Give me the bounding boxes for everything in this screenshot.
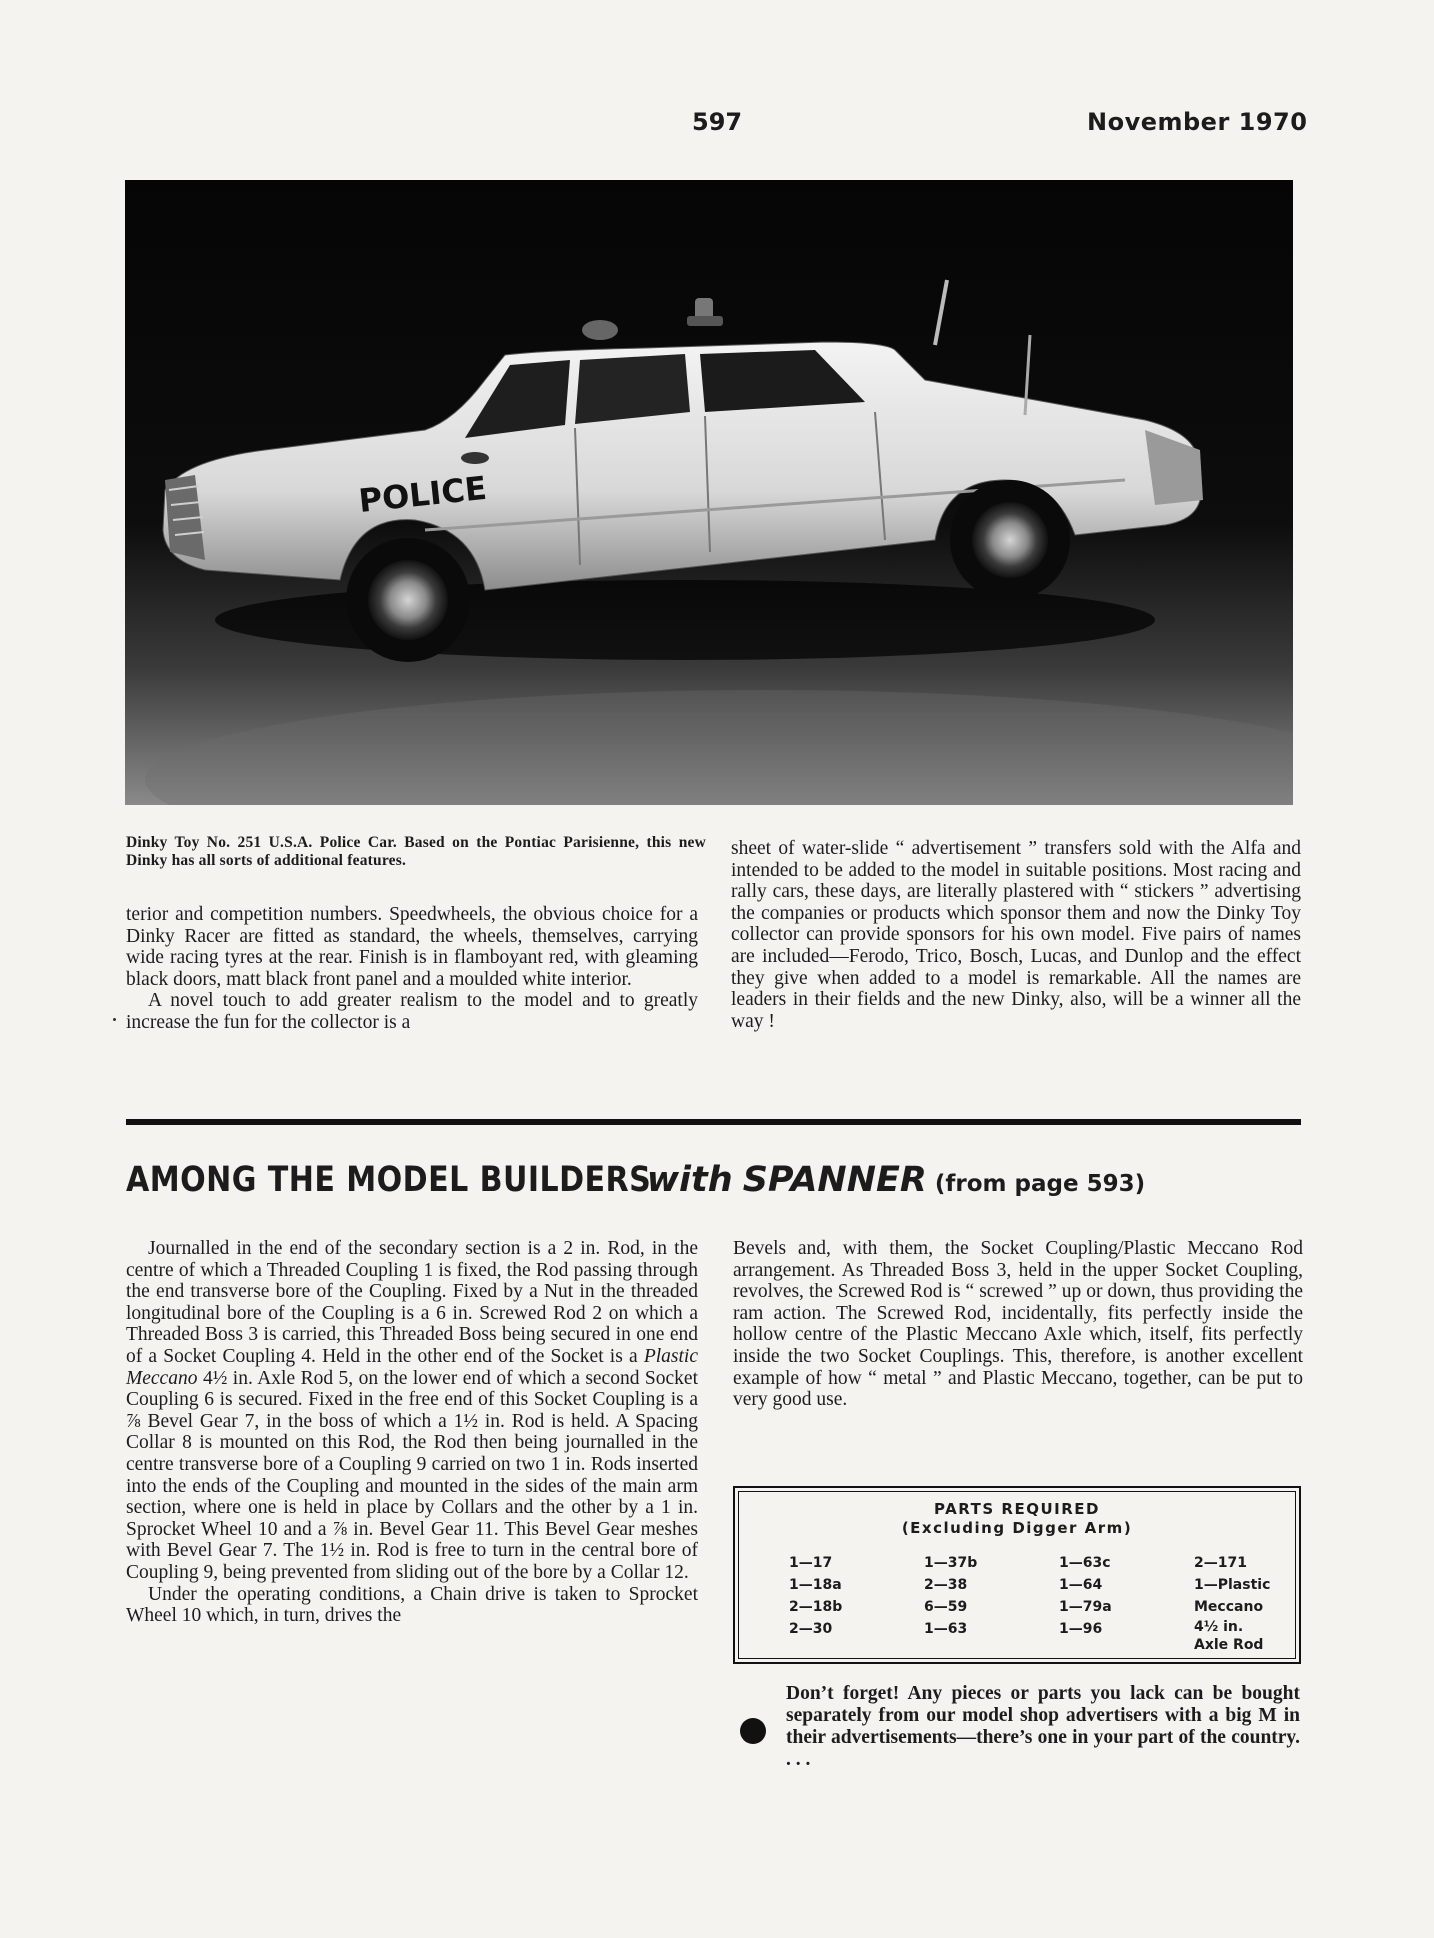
parts-required-box (733, 1486, 1301, 1664)
part-item: 2—30 (789, 1621, 833, 1637)
paragraph: Journalled in the end of the secondary section is a 2 in. Rod, in the centre of which a Threaded Coupling 1 is fixed, the Rod passing through the end transverse bore of the Coupling. Fixed by a Nut in the threaded longitudinal bore of the Coupling is a 6 in. Screwed Rod 2 on which a Threaded Boss 3 is carried, this Threaded Boss being secured in one end of a Socket Coupling 4. Held in the other end of the Socket is a Plastic Meccano 4½ in. Axle Rod 5, on the lower end of which a second Socket Coupling 6 is secured. Fixed in the free end of this Socket Coupling is a ⅞ Bevel Gear 7, in the boss of which a 1½ in. Rod is held. A Spacing Collar 8 is mounted on this Rod, the Rod then being journalled in the centre transverse bore of a Coupling 9 carried on two 1 in. Rods inserted into the ends of the Coupling and mounted in the sides of the main arm section, where one is held in place by Collars and the other by a 1 in. Sprocket Wheel 10 and a ⅞ in. Bevel Gear 11. This Bevel Gear meshes with Bevel Gear 7. The 1½ in. Rod is free to turn in the central bore of Coupling 9, being prevented from sliding out of the bore by a Collar 12. (126, 1238, 699, 1583)
paragraph: Under the operating conditions, a Chain drive is taken to Sprocket Wheel 10 which, in turn, drives the (126, 1583, 698, 1627)
part-item: 6—59 (924, 1599, 968, 1615)
top-article-right-column (731, 838, 1301, 1032)
part-item: 1—64 (1059, 1577, 1103, 1593)
issue-date: November 1970 (1087, 108, 1308, 136)
heading-with: with (646, 1160, 733, 1200)
parts-column (924, 1552, 977, 1640)
paragraph: sheet of water-slide “ advertisement ” transfers sold with the Alfa and intended to be added to the model in suitable positions. Most racing and rally cars, these days, are literally plastered with “ stickers ” advertising the companies or products which sponsor them and now the Dinky Toy collector can provide sponsors for his own model. Five pairs of names are included—Ferodo, Trico, Bosch, Lucas, and Dunlop and the effect they give when added to a model is remarkable. All the names are leaders in their fields and the new Dinky, also, will be a winner all the way ! (731, 838, 1301, 1032)
parts-heading: PARTS REQUIRED (934, 1500, 1100, 1518)
section-heading (126, 1160, 1145, 1200)
part-item: Meccano (1194, 1599, 1264, 1615)
paragraph: A novel touch to add greater realism to the model and to greatly increase the fun for the collector is a (126, 990, 698, 1033)
heading-spanner: SPANNER (742, 1160, 927, 1200)
parts-column (1194, 1552, 1270, 1654)
part-item: 1—96 (1059, 1621, 1103, 1637)
parts-subheading: (Excluding Digger Arm) (901, 1519, 1133, 1537)
part-item: 1—63 (924, 1621, 968, 1637)
bottom-article-left-column (126, 1238, 698, 1627)
police-car-photo (125, 180, 1293, 805)
police-door-text: POLICE (356, 468, 489, 520)
heading-main: AMONG THE MODEL BUILDERS (126, 1160, 652, 1200)
part-item: 1—37b (924, 1555, 978, 1571)
paragraph: terior and competition numbers. Speedwheels, the obvious choice for a Dinky Racer are fitted as standard, the wheels, themselves, carrying wide racing tyres at the rear. Finish is in flamboyant red, with gleaming black doors, matt black front panel and a moulded white interior. (126, 904, 698, 990)
heading-from-page: (from page 593) (934, 1171, 1146, 1197)
bottom-article-right-column (733, 1238, 1303, 1411)
bullet-dot (740, 1718, 766, 1744)
part-item: 1—79a (1059, 1599, 1112, 1615)
paragraph: Bevels and, with them, the Socket Coupling/Plastic Meccano Rod arrangement. As Threaded Boss 3, held in the upper Socket Coupling, revolves, the Screwed Rod is “ screwed ” up or down, thus providing the ram action. The Screwed Rod, incidentally, fits perfectly inside the hollow centre of the Plastic Meccano Axle which, itself, fits perfectly inside the two Socket Couplings. This, therefore, is another excellent example of how “ metal ” and Plastic Meccano, together, can be put to very good use. (733, 1238, 1303, 1411)
top-article-left-column (126, 904, 698, 1034)
part-item: 1—17 (789, 1555, 833, 1571)
parts-column (1059, 1552, 1112, 1640)
part-item: Axle Rod (1194, 1637, 1264, 1653)
part-item: 1—63c (1059, 1555, 1111, 1571)
margin-mark (113, 1018, 116, 1021)
part-item: 1—18a (789, 1577, 842, 1593)
italic-term: Plastic Meccano (126, 1345, 699, 1389)
dont-forget-notice: Don’t forget! Any pieces or parts you lack can be bought separately from our model shop advertisers with a big M in their advertisements—there’s one in your part of the country. . . . (786, 1683, 1300, 1770)
part-item: 2—18b (789, 1599, 843, 1615)
section-divider (126, 1119, 1301, 1125)
photo-caption: Dinky Toy No. 251 U.S.A. Police Car. Based on the Pontiac Parisienne, this new Dinky has all sorts of additional features. (126, 834, 706, 869)
parts-title (739, 1500, 1295, 1538)
part-item: 1—Plastic (1194, 1577, 1271, 1593)
page-number: 597 (692, 108, 743, 136)
part-item: 2—38 (924, 1577, 968, 1593)
part-item: 4½ in. (1194, 1619, 1244, 1635)
parts-column (789, 1552, 842, 1640)
part-item: 2—171 (1194, 1555, 1247, 1571)
